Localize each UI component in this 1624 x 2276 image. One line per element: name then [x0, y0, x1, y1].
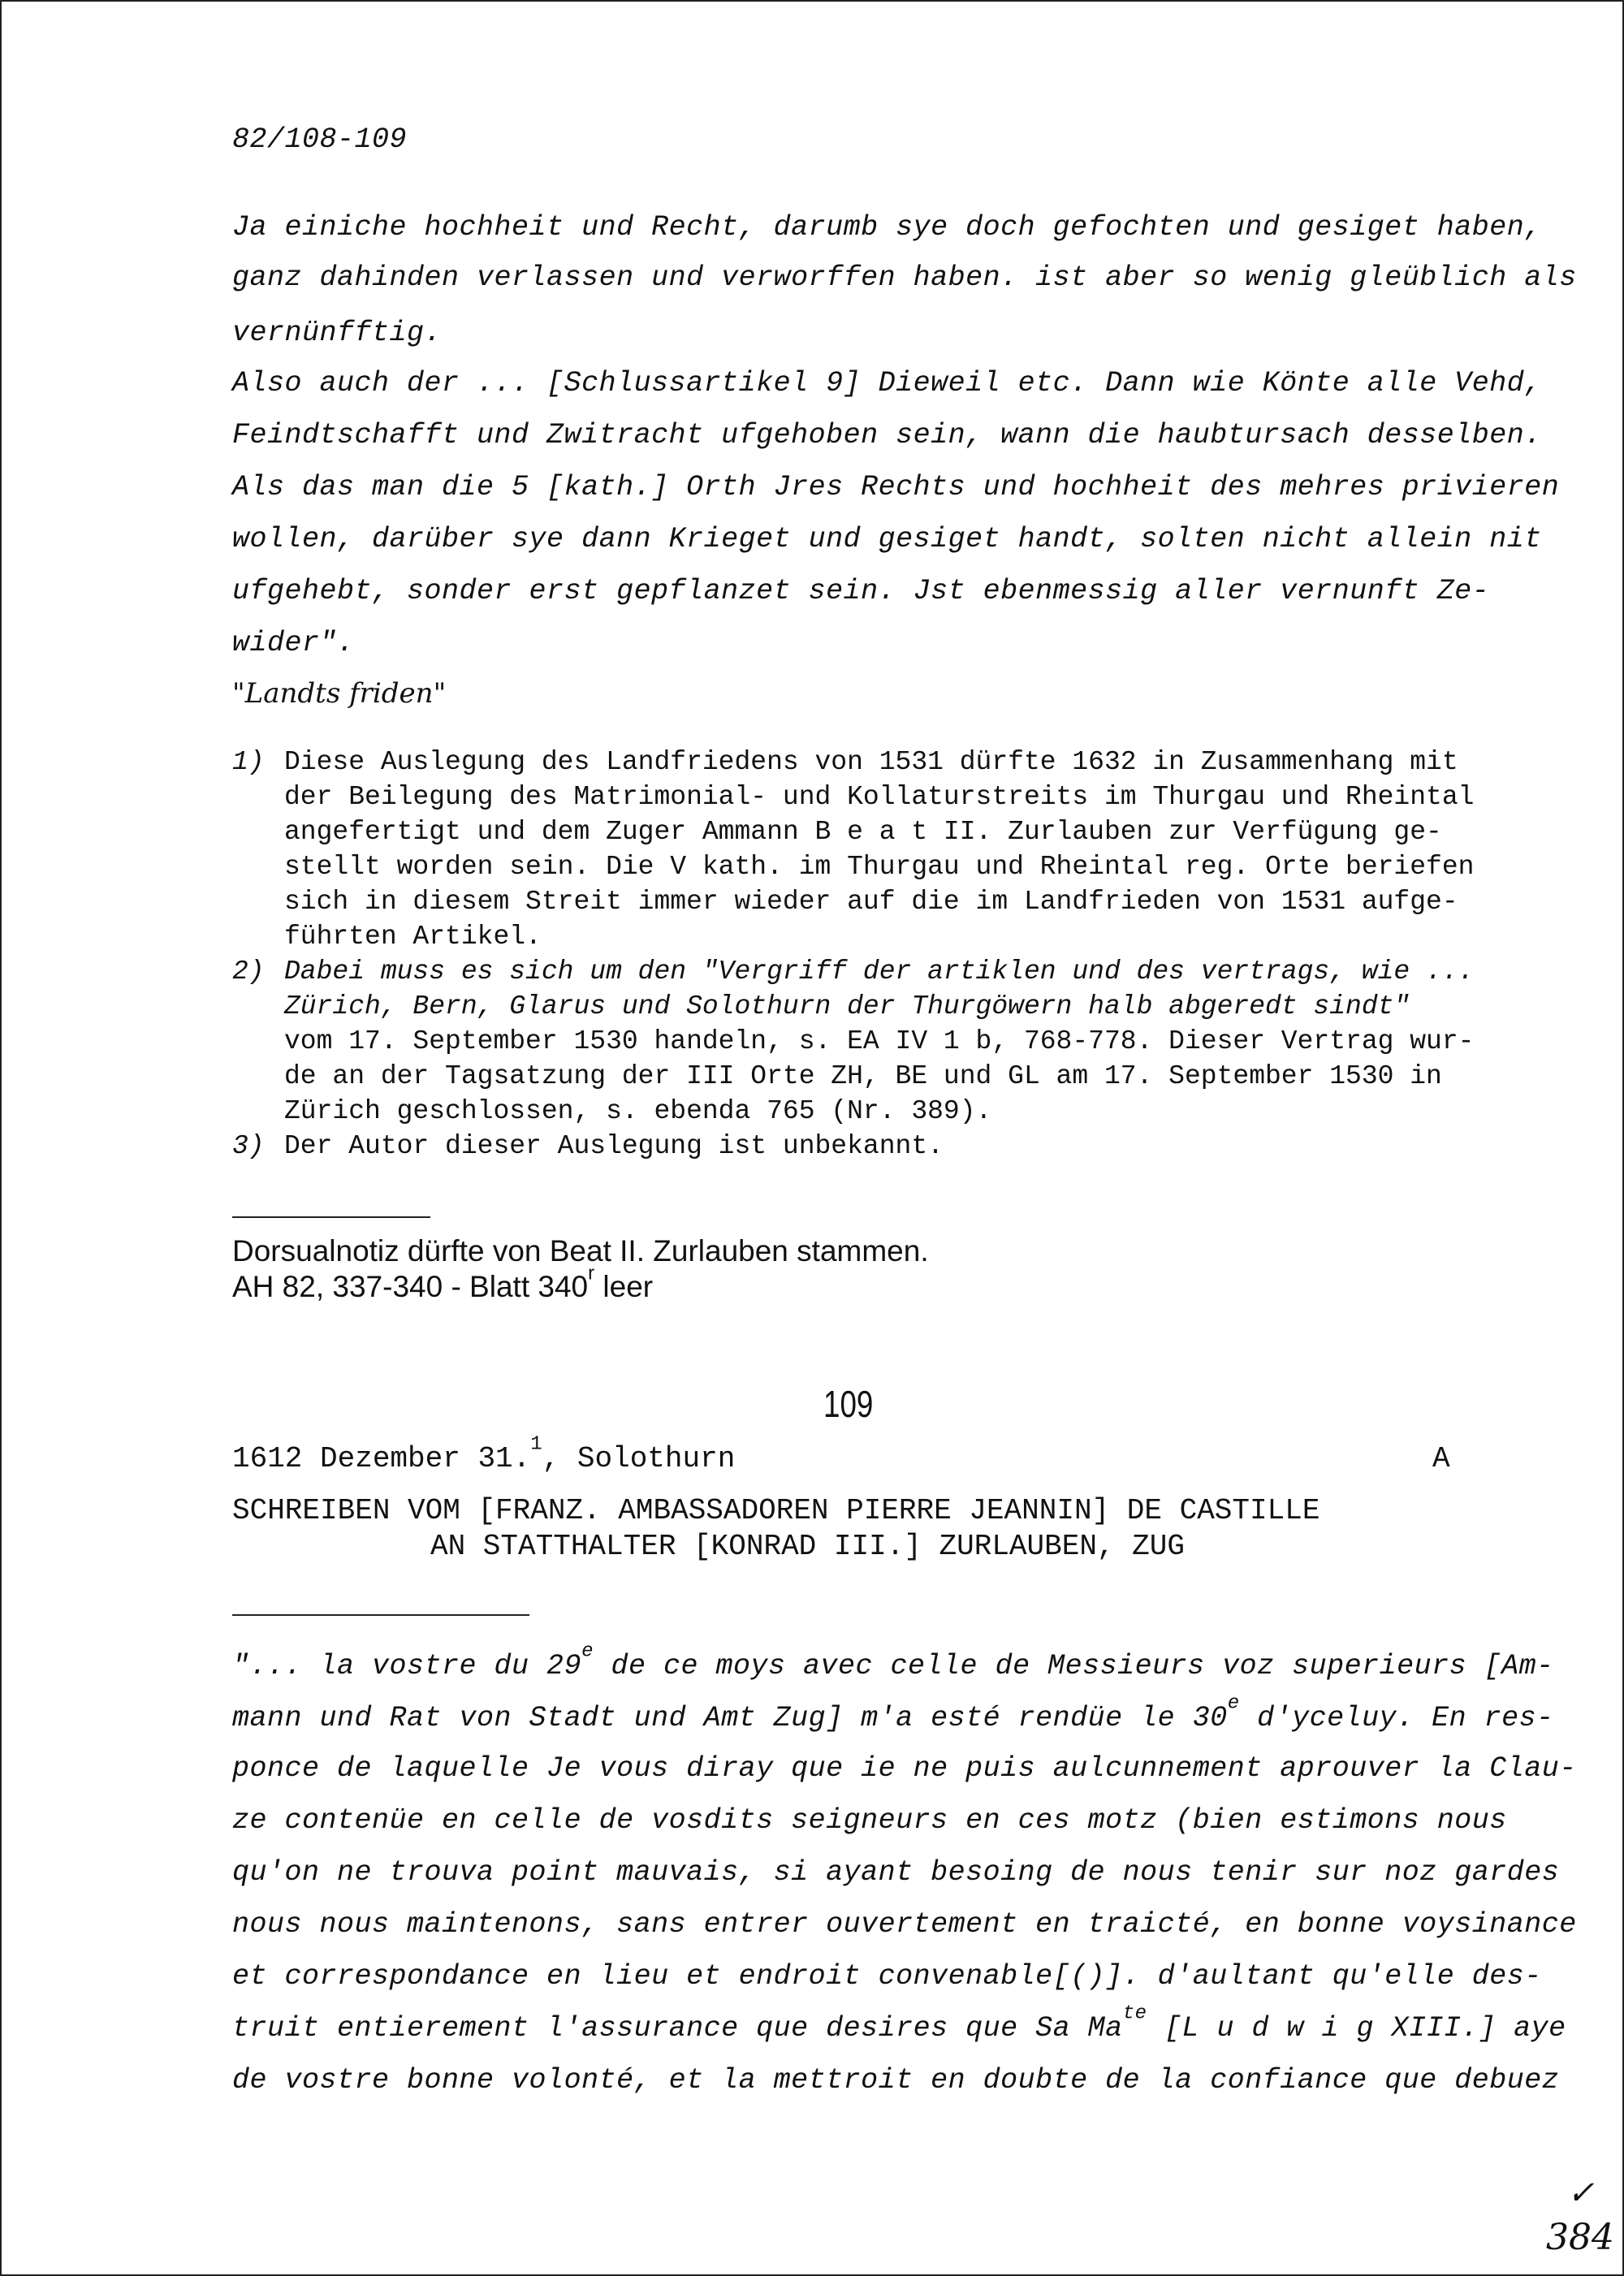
- archive-reference: [232, 1262, 654, 1304]
- page-reference: 82/108-109: [232, 123, 408, 156]
- quote1-line: Also auch der ... [Schlussartikel 9] Dieweil etc. Dann wie Könte alle Vehd,: [232, 367, 1542, 399]
- footnote-line: führten Artikel.: [284, 922, 542, 952]
- quote1-line: wollen, darüber sye dann Krieget und gesiget handt, solten nicht allein nit: [232, 523, 1542, 555]
- document-number: 109: [823, 1383, 874, 1425]
- quote1-line: Als das man die 5 [kath.] Orth Jres Rechts und hochheit des mehres privieren: [232, 471, 1560, 503]
- footnote-line: Zürich geschlossen, s. ebenda 765 (Nr. 389).: [284, 1096, 992, 1126]
- quote2-text: truit entierement l'assurance que desires que Sa Ma: [232, 2012, 1123, 2045]
- footnote-number: 3): [232, 1131, 265, 1161]
- quote2-line: et correspondance en lieu et endroit convenable[()]. d'aultant qu'elle des-: [232, 1960, 1542, 1993]
- quote2-line: [232, 2002, 1566, 2045]
- footnote-line: vom 17. September 1530 handeln, s. EA IV 1 b, 768-778. Dieser Vertrag wur-: [284, 1026, 1475, 1056]
- quote1-line: wider".: [232, 627, 355, 659]
- quote2-line: ze contenüe en celle de vosdits seigneurs en ces motz (bien estimons nous: [232, 1804, 1507, 1837]
- quote2-line: nous nous maintenons, sans entrer ouvertement en traicté, en bonne voysinance: [232, 1908, 1577, 1941]
- quote1-line: Feindtschafft und Zwitracht ufgehoben sein, wann die haubtursach desselben.: [232, 419, 1542, 451]
- footnote-line: stellt worden sein. Die V kath. im Thurgau und Rheintal reg. Orte beriefen: [284, 852, 1475, 882]
- quote2-text: de ce moys avec celle de Messieurs voz superieurs [Am-: [593, 1650, 1554, 1682]
- footnote-line: de an der Tagsatzung der III Orte ZH, BE und GL am 17. September 1530 in: [284, 1061, 1442, 1091]
- footnote-number: 2): [232, 957, 265, 987]
- document-place: , Solothurn: [542, 1442, 736, 1475]
- document-letter: A: [1432, 1442, 1450, 1475]
- archive-reference-sup: r: [588, 1262, 595, 1285]
- quote2-sup: e: [1227, 1692, 1240, 1715]
- document-date-place: [232, 1433, 736, 1475]
- quote2-line: [232, 1692, 1554, 1734]
- quote2-line: ponce de laquelle Je vous diray que ie ne puis aulcunnement aprouver la Clau-: [232, 1752, 1577, 1785]
- quote2-text: d'yceluy. En res-: [1239, 1702, 1554, 1734]
- footnote-number: 1): [232, 747, 265, 777]
- quote2-text: [L u d w i g XIII.] aye: [1147, 2012, 1566, 2045]
- footnote-line: Diese Auslegung des Landfriedens von 1531 dürfte 1632 in Zusammenhang mit: [284, 747, 1458, 777]
- document-title: SCHREIBEN VOM [FRANZ. AMBASSADOREN PIERRE JEANNIN] DE CASTILLE: [232, 1494, 1320, 1527]
- quote1-line: ufgehebt, sonder erst gepflanzet sein. Jst ebenmessig aller vernunft Ze-: [232, 575, 1490, 607]
- divider-rule: [232, 1614, 529, 1616]
- quote2-line: [232, 1640, 1554, 1682]
- quote1-line: vernünfftig.: [232, 317, 443, 349]
- check-mark: ✓: [1567, 2175, 1595, 2212]
- document-title: AN STATTHALTER [KONRAD III.] ZURLAUBEN, ZUG: [430, 1530, 1185, 1563]
- archive-reference-post: leer: [594, 1270, 654, 1303]
- quote1-line: Ja einiche hochheit und Recht, darumb sye doch gefochten und gesiget haben,: [232, 211, 1542, 244]
- archive-reference-main: AH 82, 337-340 - Blatt 340: [232, 1270, 589, 1303]
- divider-rule: [232, 1216, 430, 1218]
- footnote-line: angefertigt und dem Zuger Ammann B e a t II. Zurlauben zur Verfügung ge-: [284, 817, 1442, 847]
- quote1-line: ganz dahinden verlassen und verworffen haben. ist aber so wenig gleüblich als: [232, 261, 1577, 294]
- footnote-line: Der Autor dieser Auslegung ist unbekannt.: [284, 1131, 944, 1161]
- handwritten-note: "Landts friden": [232, 677, 447, 710]
- quote2-text: "... la vostre du 29: [232, 1650, 582, 1682]
- footnote-line: der Beilegung des Matrimonial- und Kollaturstreits im Thurgau und Rheintal: [284, 782, 1475, 812]
- dorsal-note: Dorsualnotiz dürfte von Beat II. Zurlauben stammen.: [232, 1234, 929, 1268]
- document-date-note: 1: [530, 1433, 542, 1456]
- quote2-line: qu'on ne trouva point mauvais, si ayant besoing de nous tenir sur noz gardes: [232, 1856, 1560, 1889]
- quote2-sup: e: [581, 1640, 594, 1663]
- page-number: 384: [1546, 2217, 1614, 2258]
- document-date: 1612 Dezember 31.: [232, 1442, 531, 1475]
- quote2-sup: te: [1122, 2002, 1147, 2025]
- quote2-line: de vostre bonne volonté, et la mettroit en doubte de la confiance que debuez: [232, 2064, 1560, 2097]
- footnote-line: Dabei muss es sich um den "Vergriff der artiklen und des vertrags, wie ...: [284, 957, 1475, 987]
- quote2-text: mann und Rat von Stadt und Amt Zug] m'a esté rendüe le 30: [232, 1702, 1228, 1734]
- footnote-line: Zürich, Bern, Glarus und Solothurn der Thurgöwern halb abgeredt sindt": [284, 991, 1410, 1021]
- footnote-line: sich in diesem Streit immer wieder auf die im Landfrieden von 1531 aufge-: [284, 887, 1458, 917]
